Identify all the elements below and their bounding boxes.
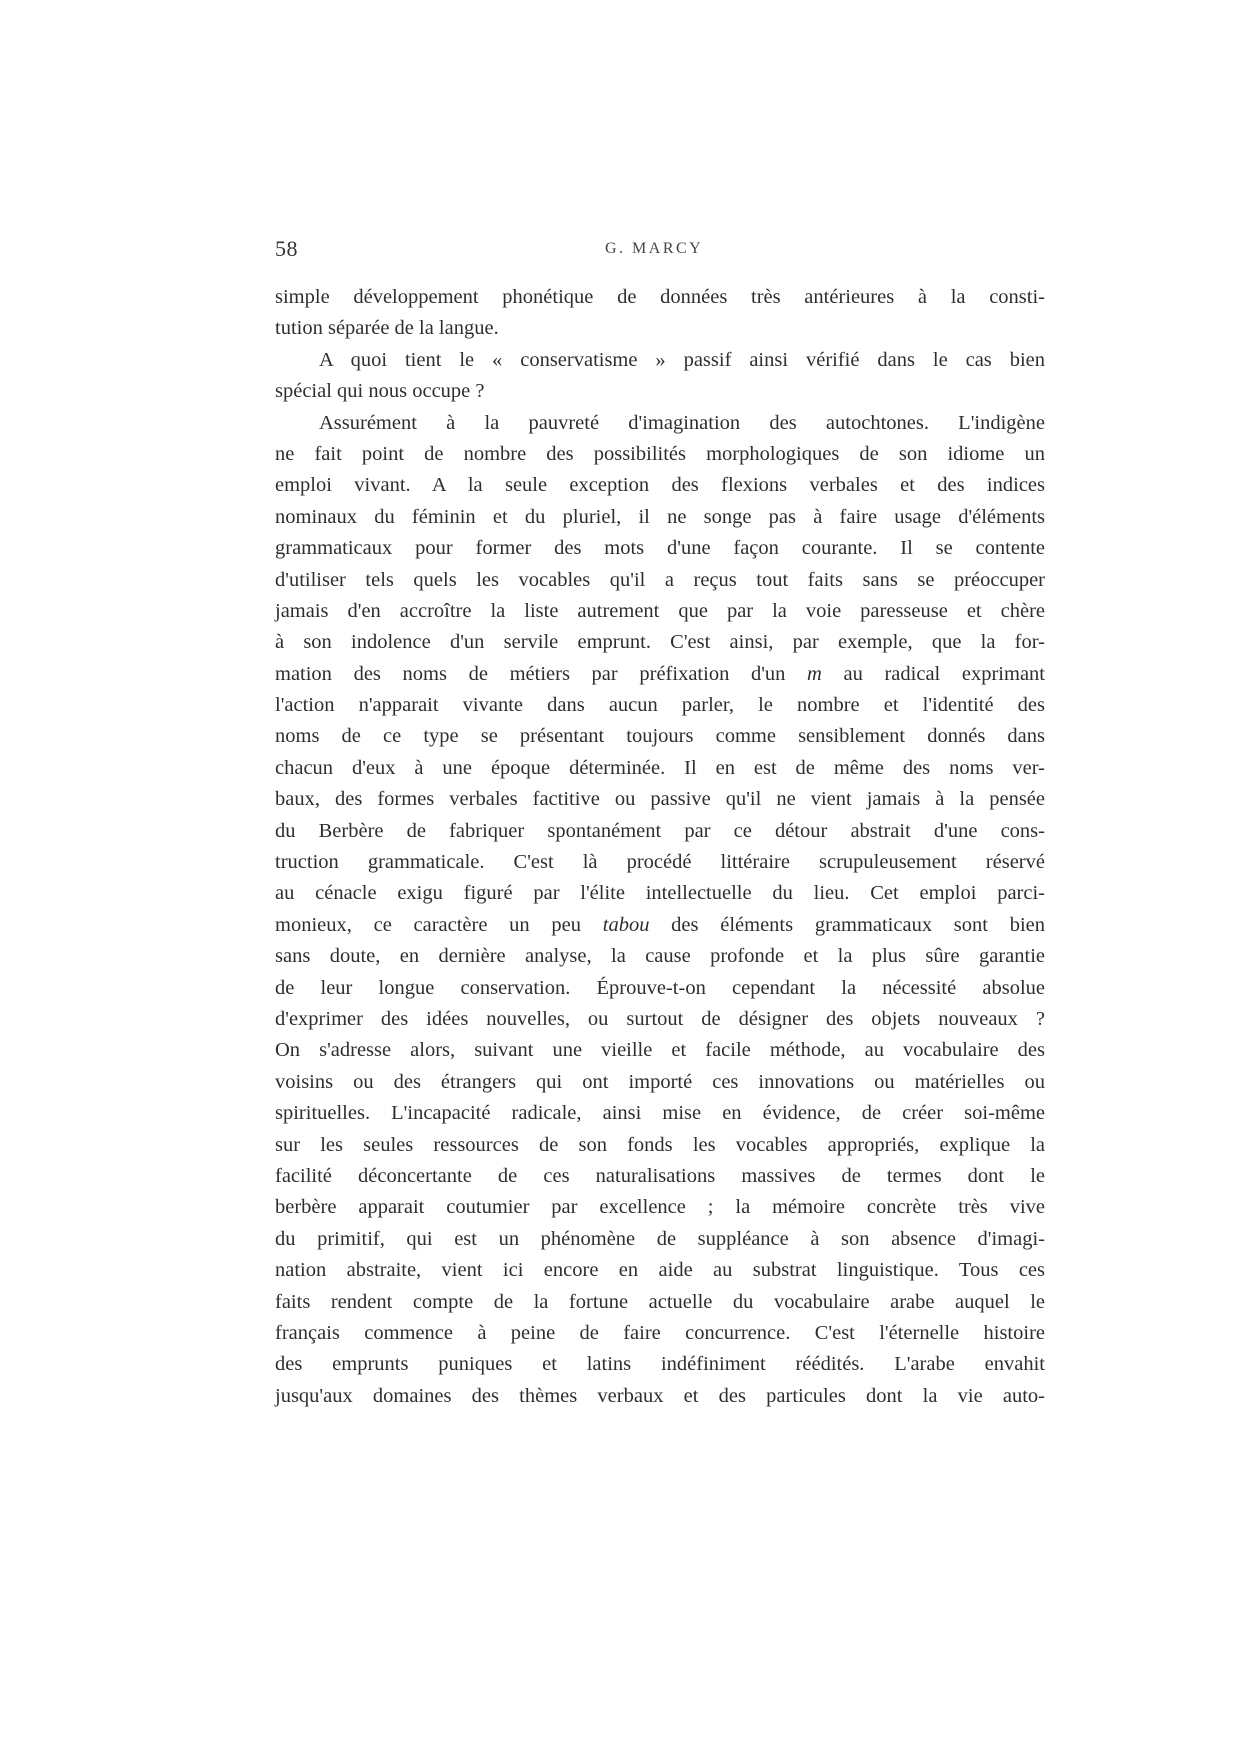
text-line bbox=[275, 470, 1045, 501]
text-line-content: Assurément à la pauvreté d'imagination des autochtones. L'indigène bbox=[319, 411, 1045, 434]
text-line bbox=[275, 596, 1045, 627]
text-line-content: français commence à peine de faire concurrence. C'est l'éternelle histoire bbox=[275, 1321, 1045, 1344]
text-line bbox=[275, 565, 1045, 596]
text-line-content: A quoi tient le « conservatisme » passif ainsi vérifié dans le cas bien bbox=[319, 348, 1045, 371]
text-line bbox=[275, 1287, 1045, 1318]
text-line bbox=[275, 502, 1045, 533]
text-line-content: jamais d'en accroître la liste autrement que par la voie paresseuse et chère bbox=[275, 599, 1045, 622]
text-line-content: mation des noms de métiers par préfixation d'un m au radical exprimant bbox=[275, 662, 1045, 685]
text-line bbox=[275, 1098, 1045, 1129]
text-line-content: l'action n'apparait vivante dans aucun parler, le nombre et l'identité des bbox=[275, 694, 1045, 717]
text-line-content: truction grammaticale. C'est là procédé littéraire scrupuleusement réservé bbox=[275, 851, 1045, 874]
text-line bbox=[275, 1381, 1045, 1412]
text-line-content: simple développement phonétique de données très antérieures à la consti- bbox=[275, 286, 1045, 308]
text-line-content: d'utiliser tels quels les vocables qu'il a reçus tout faits sans se préoccuper bbox=[275, 568, 1045, 591]
text-line-content: des emprunts puniques et latins indéfiniment réédités. L'arabe envahit bbox=[275, 1353, 1045, 1376]
text-line-content: du primitif, qui est un phénomène de suppléance à son absence d'imagi- bbox=[275, 1227, 1045, 1250]
text-line bbox=[275, 1318, 1045, 1349]
text-line-content: faits rendent compte de la fortune actuelle du vocabulaire arabe auquel le bbox=[275, 1290, 1045, 1313]
text-line-content: de leur longue conservation. Éprouve-t-on cependant la nécessité absolue bbox=[275, 976, 1045, 999]
page-number: 58 bbox=[275, 236, 298, 261]
text-line bbox=[275, 1130, 1045, 1161]
text-line bbox=[275, 345, 1045, 376]
text-line-content: tution séparée de la langue. bbox=[275, 317, 499, 340]
running-title: G. MARCY bbox=[605, 240, 704, 257]
text-line bbox=[275, 533, 1045, 564]
text-line-content: ne fait point de nombre des possibilités morphologiques de son idiome un bbox=[275, 442, 1045, 465]
text-line-content: On s'adresse alors, suivant une vieille et facile méthode, au vocabulaire des bbox=[275, 1039, 1045, 1062]
text-line-content: noms de ce type se présentant toujours comme sensiblement donnés dans bbox=[275, 725, 1045, 748]
text-line bbox=[275, 282, 1045, 313]
text-line bbox=[275, 1224, 1045, 1255]
text-line-content: nominaux du féminin et du pluriel, il ne songe pas à faire usage d'éléments bbox=[275, 505, 1045, 528]
text-line bbox=[275, 1067, 1045, 1098]
text-line bbox=[275, 1161, 1045, 1192]
text-line bbox=[275, 753, 1045, 784]
body-text bbox=[275, 282, 1045, 1412]
text-line bbox=[275, 847, 1045, 878]
text-line-content: spirituelles. L'incapacité radicale, ainsi mise en évidence, de créer soi-même bbox=[275, 1102, 1045, 1125]
text-line-content: voisins ou des étrangers qui ont importé ces innovations ou matérielles ou bbox=[275, 1070, 1045, 1093]
text-line bbox=[275, 1349, 1045, 1380]
text-line bbox=[275, 627, 1045, 658]
italic-word: tabou bbox=[602, 913, 650, 936]
text-line bbox=[275, 1192, 1045, 1223]
running-head bbox=[275, 236, 1045, 268]
text-line-content: baux, des formes verbales factitive ou passive qu'il ne vient jamais à la pensée bbox=[275, 788, 1045, 811]
text-line-content: sans doute, en dernière analyse, la cause profonde et la plus sûre garantie bbox=[275, 945, 1045, 968]
text-line bbox=[275, 910, 1045, 941]
text-line bbox=[275, 784, 1045, 815]
text-line bbox=[275, 973, 1045, 1004]
text-line bbox=[275, 313, 1045, 344]
text-line-content: facilité déconcertante de ces naturalisations massives de termes dont le bbox=[275, 1164, 1045, 1187]
text-line bbox=[275, 878, 1045, 909]
italic-word: m bbox=[807, 662, 822, 685]
text-line-content: d'exprimer des idées nouvelles, ou surtout de désigner des objets nouveaux ? bbox=[275, 1007, 1045, 1030]
text-line bbox=[275, 941, 1045, 972]
text-line bbox=[275, 1255, 1045, 1286]
text-line bbox=[275, 721, 1045, 752]
text-line bbox=[275, 439, 1045, 470]
text-line-content: spécial qui nous occupe ? bbox=[275, 380, 485, 403]
text-line bbox=[275, 816, 1045, 847]
text-line bbox=[275, 659, 1045, 690]
text-line-content: au cénacle exigu figuré par l'élite intellectuelle du lieu. Cet emploi parci- bbox=[275, 882, 1045, 905]
text-line-content: jusqu'aux domaines des thèmes verbaux et des particules dont la vie auto- bbox=[275, 1384, 1045, 1407]
text-line-content: emploi vivant. A la seule exception des flexions verbales et des indices bbox=[275, 474, 1045, 497]
text-line-content: à son indolence d'un servile emprunt. C'est ainsi, par exemple, que la for- bbox=[275, 631, 1045, 654]
text-line-content: monieux, ce caractère un peu tabou des éléments grammaticaux sont bien bbox=[275, 913, 1045, 936]
text-line bbox=[275, 1004, 1045, 1035]
text-line-content: berbère apparait coutumier par excellence ; la mémoire concrète très vive bbox=[275, 1196, 1045, 1219]
text-line bbox=[275, 408, 1045, 439]
text-line-content: du Berbère de fabriquer spontanément par ce détour abstrait d'une cons- bbox=[275, 819, 1045, 842]
text-line-content: grammaticaux pour former des mots d'une façon courante. Il se contente bbox=[275, 537, 1045, 560]
text-line bbox=[275, 1035, 1045, 1066]
text-line-content: sur les seules ressources de son fonds les vocables appropriés, explique la bbox=[275, 1133, 1045, 1156]
text-line bbox=[275, 376, 1045, 407]
text-line-content: chacun d'eux à une époque déterminée. Il en est de même des noms ver- bbox=[275, 756, 1045, 779]
text-line bbox=[275, 690, 1045, 721]
text-line-content: nation abstraite, vient ici encore en aide au substrat linguistique. Tous ces bbox=[275, 1259, 1045, 1282]
